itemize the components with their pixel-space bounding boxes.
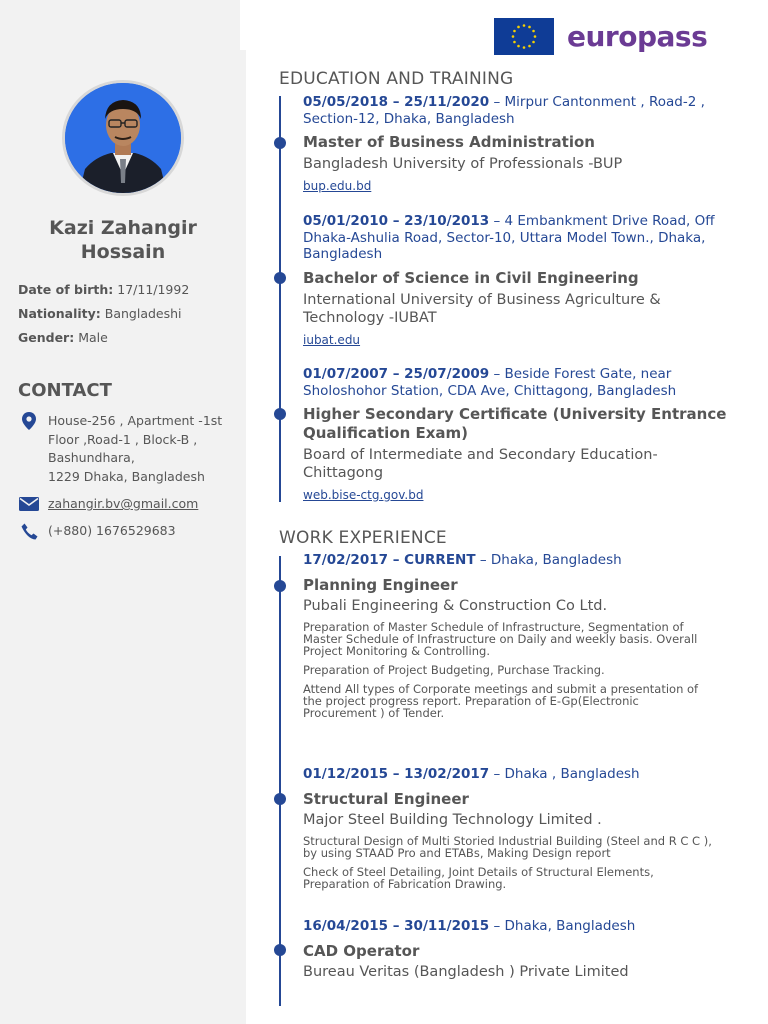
timeline-dot [274, 272, 286, 284]
description-line: Attend All types of Corporate meetings and submit a presentation of [303, 681, 699, 696]
education-website-link[interactable]: web.bise-ctg.gov.bd [303, 488, 424, 502]
work-item [303, 766, 733, 890]
education-date: 05/05/2018 – 25/11/2020 [303, 94, 490, 110]
gender [18, 330, 108, 345]
eu-star-icon [532, 41, 535, 44]
timeline-dot [274, 793, 286, 805]
education-item [303, 94, 733, 194]
nationality-value: Bangladeshi [104, 306, 182, 321]
work-timeline [279, 556, 281, 1006]
education-item [303, 366, 733, 503]
work-description [303, 664, 733, 676]
profile-photo [62, 80, 184, 196]
work-role: Planning Engineer [303, 575, 458, 594]
work-date-location [303, 766, 733, 783]
description-line: Procurement ) of Tender. [303, 705, 445, 720]
work-description [303, 866, 733, 890]
contact-phone [18, 522, 176, 541]
address-text [48, 412, 222, 486]
address-line: 1229 Dhaka, Bangladesh [48, 468, 205, 484]
description-line: Preparation of Fabrication Drawing. [303, 876, 507, 891]
gender-value: Male [78, 330, 108, 345]
envelope-icon [18, 495, 40, 513]
education-location-line2: Sholoshohor Station, CDA Ave, Chittagong, Bangladesh [303, 382, 677, 399]
description-line: by using STAAD Pro and ETABs, Making Design report [303, 845, 611, 860]
education-institution-line2: Technology -IUBAT [303, 309, 437, 326]
location-pin-icon [18, 412, 40, 430]
work-date: 17/02/2017 – CURRENT [303, 552, 476, 568]
education-date-location [303, 213, 733, 230]
work-item [303, 918, 733, 981]
description-line: Preparation of Master Schedule of Infrastructure, Segmentation of [303, 619, 684, 634]
person-name-line1: Kazi Zahangir [49, 217, 197, 239]
person-name-line2: Hossain [80, 241, 166, 263]
education-degree: Higher Secondary Certificate (University Entrance [303, 405, 727, 423]
work-role: CAD Operator [303, 941, 420, 960]
education-institution: Board of Intermediate and Secondary Education- [303, 447, 658, 463]
education-degree: Bachelor of Science in Civil Engineering [303, 268, 639, 287]
address-line: Bashundhara, [48, 450, 135, 465]
work-location: – Dhaka, Bangladesh [489, 918, 636, 934]
description-line: Preparation of Project Budgeting, Purchase Tracking. [303, 662, 605, 677]
eu-star-icon [523, 24, 526, 27]
phone-icon [18, 522, 40, 540]
dob-value: 17/11/1992 [117, 282, 190, 297]
email-link[interactable]: zahangir.bv@gmail.com [48, 496, 199, 511]
education-date: 05/01/2010 – 23/10/2013 [303, 213, 490, 229]
work-location: – Dhaka , Bangladesh [489, 766, 640, 782]
description-line: Structural Design of Multi Storied Industrial Building (Steel and R C C ), [303, 833, 712, 848]
education-location-line2: Section-12, Dhaka, Bangladesh [303, 110, 515, 127]
description-line: the project progress report. Preparation of E-Gp(Electronic [303, 693, 639, 708]
contact-address [18, 412, 222, 486]
eu-star-icon [513, 41, 516, 44]
education-institution: International University of Business Agriculture & [303, 291, 661, 308]
address-line: Floor ,Road-1 , Block-B , [48, 431, 198, 447]
timeline-dot [274, 580, 286, 592]
eu-star-icon [513, 30, 516, 33]
education-timeline [279, 96, 281, 502]
europass-logo [494, 18, 707, 55]
education-item [303, 213, 733, 348]
eu-star-icon [528, 45, 531, 48]
work-company: Pubali Engineering & Construction Co Ltd. [303, 597, 608, 614]
logo-text: europass [567, 20, 708, 53]
education-location-line2: Dhaka-Ashulia Road, Sector-10, Uttara Model Town., Dhaka, [303, 229, 706, 246]
timeline-dot [274, 137, 286, 149]
nationality [18, 306, 182, 321]
work-role: Structural Engineer [303, 789, 469, 808]
eu-star-icon [523, 46, 526, 49]
education-location: – Mirpur Cantonment , Road-2 , [489, 94, 705, 110]
education-date-location [303, 366, 733, 383]
education-location-line3: Bangladesh [303, 246, 383, 262]
education-section-title: EDUCATION AND TRAINING [279, 69, 514, 89]
work-item [303, 552, 733, 719]
gender-label: Gender: [18, 330, 75, 345]
nationality-label: Nationality: [18, 306, 101, 321]
work-location: – Dhaka, Bangladesh [475, 552, 622, 568]
work-date: 16/04/2015 – 30/11/2015 [303, 918, 490, 934]
education-location: – 4 Embankment Drive Road, Off [489, 213, 715, 229]
dob-label: Date of birth: [18, 282, 114, 297]
work-description [303, 683, 733, 719]
work-description [303, 835, 733, 859]
eu-star-icon [517, 26, 520, 29]
description-line: Project Monitoring & Controlling. [303, 643, 490, 658]
eu-star-icon [512, 35, 515, 38]
education-institution: Bangladesh University of Professionals -BUP [303, 156, 623, 172]
description-line: Master Schedule of Infrastructure on Daily and weekly basis. Overall [303, 631, 698, 646]
sidebar-notch [240, 0, 246, 50]
work-section-title: WORK EXPERIENCE [279, 528, 447, 548]
eu-flag-icon [494, 18, 554, 55]
eu-star-icon [534, 35, 537, 38]
contact-email[interactable] [18, 495, 198, 514]
date-of-birth [18, 282, 189, 297]
address-line: House-256 , Apartment -1st [48, 413, 223, 428]
work-description [303, 621, 733, 657]
work-date: 01/12/2015 – 13/02/2017 [303, 766, 490, 782]
education-website-link[interactable]: bup.edu.bd [303, 179, 372, 193]
eu-star-icon [532, 30, 535, 33]
work-date-location [303, 552, 733, 569]
education-date-location [303, 94, 733, 111]
phone-number: (+880) 1676529683 [48, 523, 176, 538]
education-degree: Master of Business Administration [303, 133, 595, 151]
work-date-location [303, 918, 733, 935]
eu-star-icon [517, 45, 520, 48]
contact-title: CONTACT [18, 380, 112, 401]
education-date: 01/07/2007 – 25/07/2009 [303, 366, 490, 382]
timeline-dot [274, 408, 286, 420]
work-company: Bureau Veritas (Bangladesh ) Private Limited [303, 963, 629, 980]
education-institution-line2: Chittagong [303, 465, 384, 481]
description-line: Check of Steel Detailing, Joint Details of Structural Elements, [303, 864, 654, 879]
education-location: – Beside Forest Gate, near [489, 366, 672, 382]
timeline-dot [274, 944, 286, 956]
work-company: Major Steel Building Technology Limited . [303, 811, 602, 828]
person-name [0, 216, 246, 264]
eu-star-icon [528, 26, 531, 29]
education-degree-line2: Qualification Exam) [303, 424, 469, 442]
education-website-link[interactable]: iubat.edu [303, 332, 361, 347]
